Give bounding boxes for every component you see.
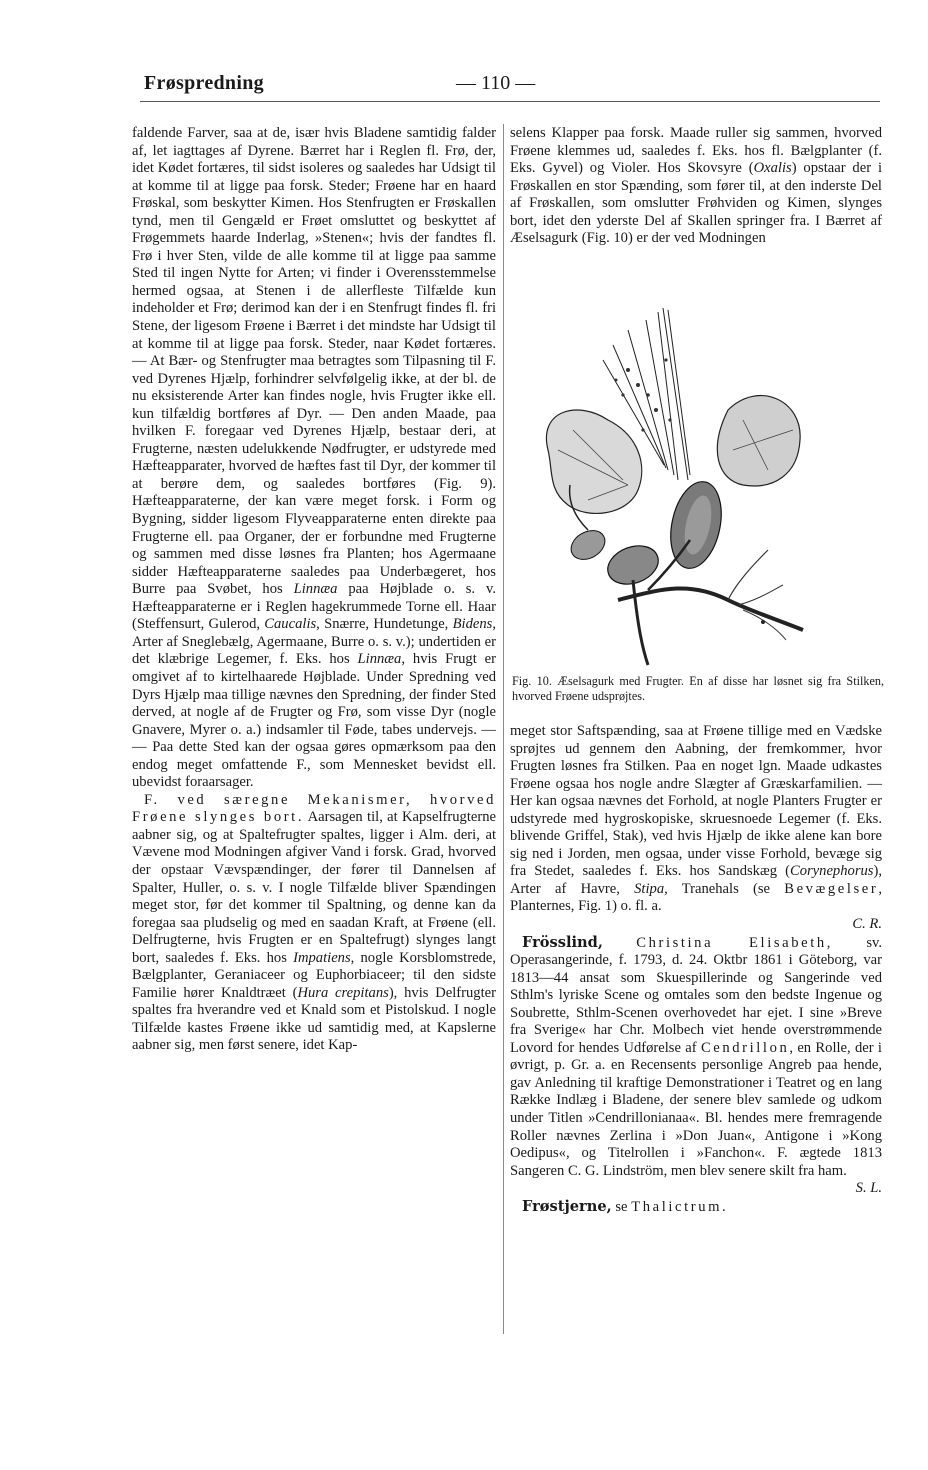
header-rule <box>140 101 880 102</box>
signature-sl: S. L. <box>855 1180 882 1197</box>
right-paragraph-1: selens Klapper paa forsk. Maade ruller sig sammen, hvorved Frøene klemmes ud, saaledes f. Eks. hos fl. Bælgplanter (f. Eks. Gyvel) og Violer. Hos Skovsyre (Oxalis) opstaar der i Frøskallen en stor Spænding, som fører til, at den inderste Del af Frøskallen, som omslutter Frøhviden og Kimen, slynges bort, idet den yderste Del af Skallen springer fra. I Bærret af Æselsagurk (Fig. 10) er der ved Modningen <box>510 125 882 247</box>
left-paragraph-2: F. ved særegne Mekanismer, hvorved Frøene slynges bort. Aarsagen til, at Kapselfrugterne aabner sig, og at Spaltefrugter spaltes, ligger i Alm. deri, at Vævene mod Modningen afgiver Vand i forsk. Grad, hvorved der opstaar Vævspændinger, der fører til Dannelsen af Spalter, Huller, o. s. v. I nogle Tilfælde bliver Spændingen meget stor, før det kommer til Spaltning, og denne kan da foregaa saa pludselig og med en saadan Kraft, at Frøene (ell. Delfrugterne, hvis Frugten er en Spaltefrugt) slynges langt bort, saaledes f. Eks. hos Impatiens, nogle Korsblomstrede, Bælgplanter, Geraniaceer og Euphorbiaceer; til den sidste Familie hører Knaldtræet (Hura crepitans), hvis Delfrugter spaltes fra hverandre ved et Knald som et Pistolskud. I nogle Tilfælde kastes Frøene ikke ud samtidig med, at Kapslerne aabner sig, men først senere, idet Kap- <box>132 791 496 1054</box>
left-paragraph-1: faldende Farver, saa at de, især hvis Bladene samtidig falder af, let iagttages af Dyrene. Bærret har i Reglen fl. Frø, der, idet Kødet fortæres, til sidst isoleres og saaledes har Udsigt til at komme til at ligge paa forsk. Steder; Frøene har en haard Frøskal, som beskytter Kimen. Hos Stenfrugten er Frøskallen tynd, men til Gengæld er Frøet omsluttet og beskyttet af Frøgemmets haarde Inderlag, »Stenen«; hvis der fandtes fl. Frø i hver Sten, vilde de alle komme til at ligge paa samme Sted til ingen Nytte for Arten; vi finder i Overensstemmelse hermed ogsaa, at Stenen i de allerfleste Tilfælde kun indeholder et Frø; derimod kan der i en Stenfrugt findes fl. fri Stene, der ligesom Frøene i Bærret i det mindste har Udsigt til at komme til at ligge paa forsk. Steder, naar Kødet fortæres. — At Bær- og Stenfrugter maa betragtes som Tilpasning til F. ved Dyrenes Hjælp, forhindrer selvfølgelig ikke, at der bl. de nu eksisterende Arter kan findes nogle, hvis Frugter ikke ell. kun tilfældig bortføres af Dyr. — Den anden Maade, paa hvilken F. foregaar ved Dyrenes Hjælp, bestaar deri, at Frugterne, næsten udelukkende Nødfrugter, er udstyrede med Hæfteapparater, hvorved de hæftes fast til Dyr, der kommer til at berøre dem, og saaledes bortføres (Fig. 9). Hæfteapparaterne, der kan være meget forsk. i Form og Bygning, sidder ligesom Flyveapparaterne enten direkte paa Frugterne ell. paa Organer, der er forbundne med Frugterne og sammen med disse løsnes fra Planten; hos Agermaane sidder Hæfteapparaterne saaledes paa Underbægeret, hos Burre paa Svøbet, hos Linnæa paa Højblade o. s. v. Hæfteapparaterne er i Reglen hagekrummede Torne ell. Haar (Steffensurt, Gulerod, Caucalis, Snærre, Hundetunge, Bidens, Arter af Sneglebælg, Agermaane, Burre o. s. v.); undertiden er det klæbrige Legemer, f. Eks. hos Linnæa, hvis Frugt er omgivet af to kirtelhaarede Højblade. Under Spredning ved Dyrs Hjælp maa tillige nævnes den Spredning, der finder Sted derved, at nogle af de Frugter og Frø, som visse Dyr (nogle Gnavere, Myrer o. a.) indsamler til Føde, tabes undervejs. — — Paa dette Sted kan der ogsaa gøres opmærksom paa den endog meget omfattende F., som Mennesket bevidst ell. ubevidst foraarsager. <box>132 125 496 791</box>
page-number: — 110 — <box>456 72 536 94</box>
right-paragraph-2: meget stor Saftspænding, saa at Frøene tillige med en Vædske sprøjtes ud gennem den Aabning, der fremkommer, hvor Frugten løsnes fra Stilken. Paa en noget lgn. Maade udkastes Frøene ogsaa hos nogle andre Slægter af Græskarfamilien. — Her kan ogsaa nævnes det Forhold, at nogle Planters Frugter er udstyrede med hygroskopiske, skruesnoede Legemer (f. Eks. blivende Griffel, Stak), ved hvis Hjælp de ikke alene kan bore sig ned i Jorden, men ogsaa, under visse Forhold, bevæge sig fra Stedet, saaledes f. Eks. hos Sandskæg (Corynephorus), Arter af Havre, Stipa, Tranehals (se Bevægelser, Planternes, Fig. 1) o. fl. a. <box>510 723 882 915</box>
left-column <box>132 125 496 1055</box>
right-column-bottom <box>510 723 882 1216</box>
right-column-top <box>510 125 882 248</box>
running-title: Frøspredning <box>144 72 264 94</box>
signature-cr: C. R. <box>852 916 882 933</box>
figure-caption: Fig. 10. Æselsagurk med Frugter. En af disse har løsnet sig fra Stilken, hvorved Frøene udsprøjtes. <box>512 674 884 703</box>
page-header <box>140 70 880 102</box>
entry-frosslind: Frösslind, Christina Elisabeth, sv. Operasangerinde, f. 1793, d. 24. Oktbr 1861 i Göteborg, var 1813—44 ansat som Skuespillerinde og Sangerinde ved Sthlm's lyriske Scene og omtales som den bedste Ingenue og Soubrette, Sthlm-Scenen overhovedet har ejet. I sine »Breve fra Sverige« har Chr. Molbech viet hende overstrømmende Lovord for hendes Udførelse af Cendrillon, en Rolle, der i øvrigt, p. Gr. a. en Recensents personlige Angreb paa hende, gav Anledning til kraftige Demonstrationer i Teatret og en lang Række Indlæg i Bladene, der senere blev samlede og udkom under Titlen »Cendrillonianaa«. Bl. hendes mere fremragende Roller nævnes Zerlina i »Don Juan«, Antigone i »Kong Oedipus«, og Titelrollen i »Fanchon«. F. ægtede 1813 Sangeren C. G. Lindström, men blev senere skilt fra ham. <box>510 933 882 1179</box>
squirting-cucumber-illustration <box>528 300 808 668</box>
entry-frostjerne: Frøstjerne, se Thalictrum. <box>522 1197 729 1215</box>
column-divider <box>503 124 504 1334</box>
